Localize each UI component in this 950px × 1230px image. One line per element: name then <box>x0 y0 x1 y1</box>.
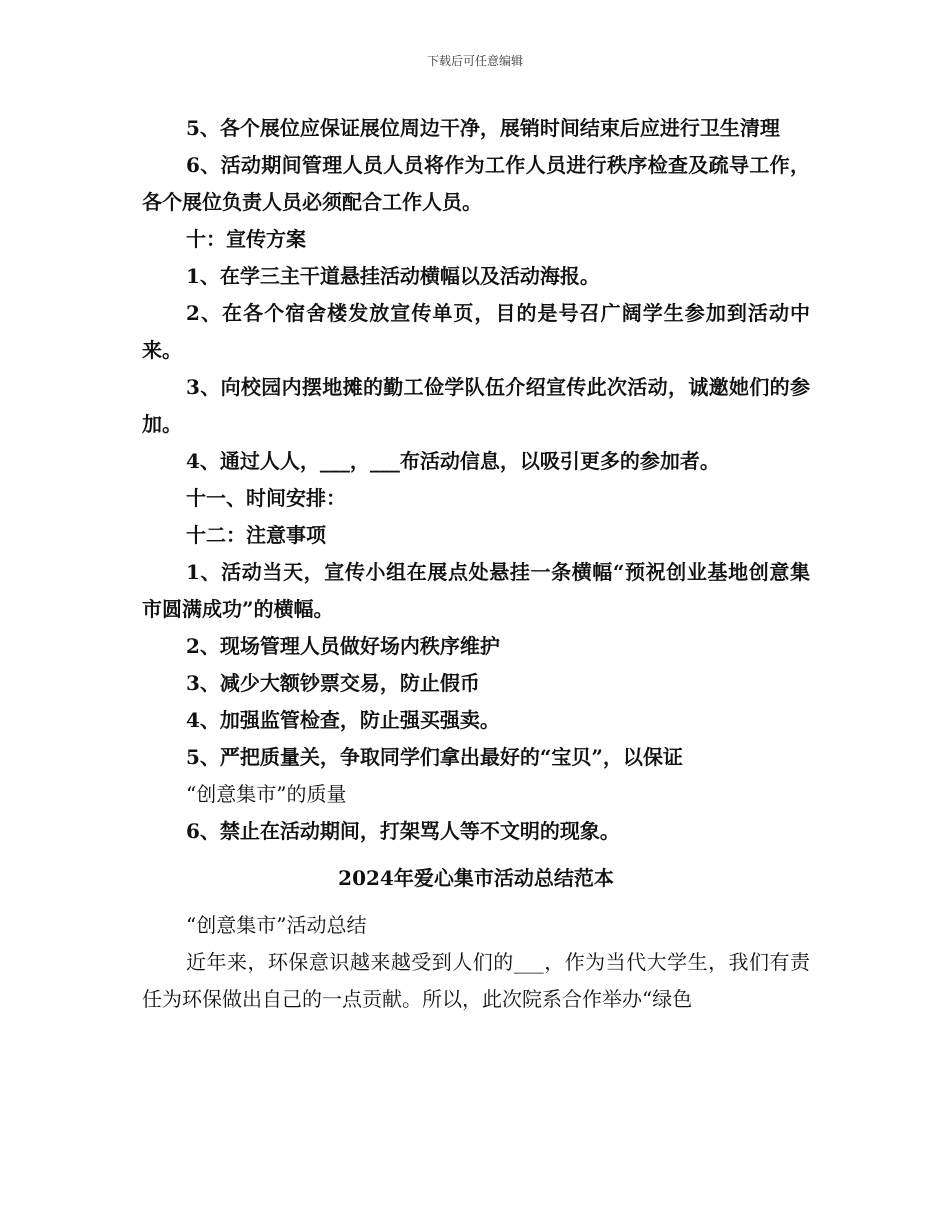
section-heading-publicity: 十：宣传方案 <box>186 227 306 251</box>
section-heading-schedule: 十一、时间安排： <box>186 486 346 510</box>
summary-suffix: ，作为当代大学生，我们有责任为环保做出自己的一点贡献。所以，此次院系合作举办“绿色 <box>142 950 811 1011</box>
paragraph-item-5-booth-cleaning: 5、各个展位应保证展位周边干净，展销时间结束后应进行卫生清理 <box>186 116 780 140</box>
p4-blank-1: ___ <box>319 449 350 473</box>
section-heading-notes: 十二：注意事项 <box>186 523 326 547</box>
summary-prefix: 近年来，环保意识越来越受到人们的 <box>186 950 514 974</box>
document-title: 2024年爱心集市活动总结范本 <box>338 866 614 890</box>
paragraph-notes-4: 4、加强监管检查，防止强买强卖。 <box>186 708 500 732</box>
p4-suffix: 布活动信息，以吸引更多的参加者。 <box>399 449 720 473</box>
paragraph-publicity-2: 2、在各个宿舍楼发放宣传单页，目的是号召广阔学生参加到活动中来。 <box>142 301 810 362</box>
page-header: 下载后可任意编辑 <box>426 54 523 68</box>
summary-blank: ___ <box>513 950 544 974</box>
summary-heading: “创意集市”活动总结 <box>186 913 367 937</box>
paragraph-notes-2: 2、现场管理人员做好场内秩序维护 <box>186 634 500 658</box>
paragraph-notes-6: 6、禁止在活动期间，打架骂人等不文明的现象。 <box>186 819 620 843</box>
paragraph-notes-3: 3、减少大额钞票交易，防止假币 <box>186 671 480 695</box>
paragraph-publicity-4 <box>142 443 810 480</box>
p4-mid: ， <box>349 449 370 473</box>
paragraph-notes-1: 1、活动当天，宣传小组在展点处悬挂一条横幅“预祝创业基地创意集市圆满成功”的横幅。 <box>142 560 810 621</box>
p4-blank-2: ___ <box>369 449 400 473</box>
paragraph-notes-5-continued: “创意集市”的质量 <box>186 782 347 806</box>
paragraph-publicity-3: 3、向校园内摆地摊的勤工俭学队伍介绍宣传此次活动，诚邀她们的参加。 <box>142 375 810 436</box>
paragraph-item-6-staff-duty: 6、活动期间管理人员人员将作为工作人员进行秩序检查及疏导工作，各个展位负责人员必须配合工作人员。 <box>142 153 810 214</box>
paragraph-publicity-1: 1、在学三主干道悬挂活动横幅以及活动海报。 <box>186 264 600 288</box>
document-body <box>142 110 810 1018</box>
p4-prefix: 4、通过人人， <box>186 449 320 473</box>
summary-paragraph <box>142 944 810 1018</box>
paragraph-notes-5: 5、严把质量关，争取同学们拿出最好的“宝贝”，以保证 <box>186 745 683 769</box>
